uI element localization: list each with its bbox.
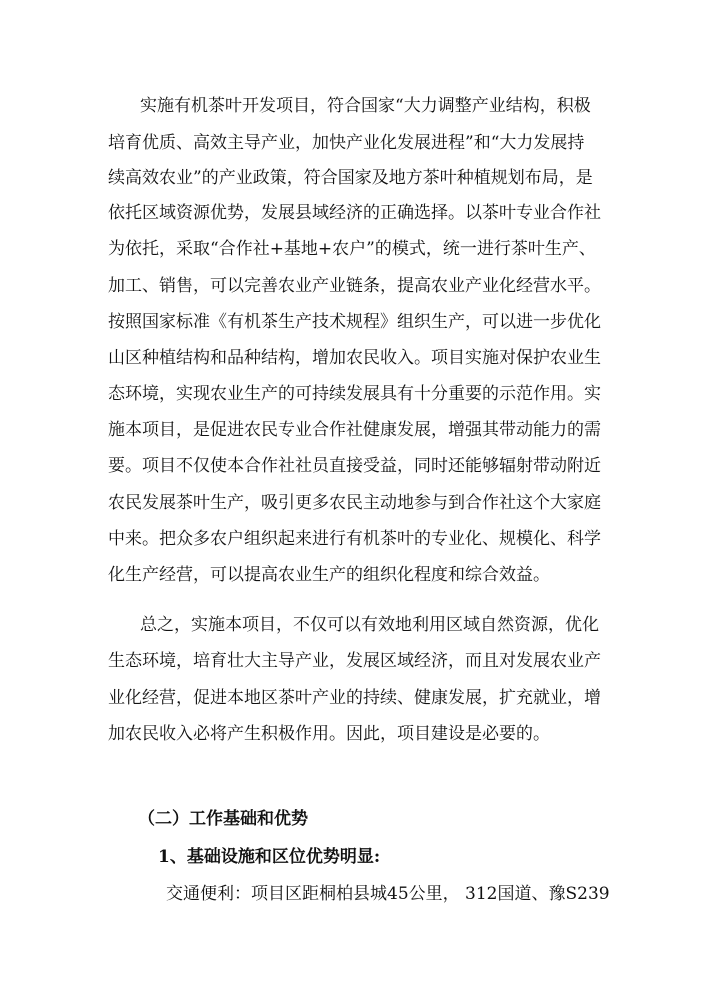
paragraph-1-line-13: 中来。把众多农户组织起来进行有机茶叶的专业化、规模化、科学: [108, 529, 601, 549]
paragraph-1-line-1: 实施有机茶叶开发项目，符合国家“大力调整产业结构，积极: [140, 96, 591, 116]
paragraph-2-line-1: 总之，实施本项目，不仅可以有效地利用区域自然资源，优化: [140, 615, 599, 635]
paragraph-1-line-9: 态环境，实现农业生产的可持续发展具有十分重要的示范作用。实: [108, 384, 601, 404]
section-heading: （二）工作基础和优势: [138, 809, 308, 829]
paragraph-2-line-2: 生态环境，培育壮大主导产业，发展区域经济，而且对发展农业产: [108, 651, 601, 671]
subsection-heading: 1、基础设施和区位优势明显:: [158, 847, 381, 867]
paragraph-1-line-3: 续高效农业”的产业政策，符合国家及地方茶叶种植规划布局，是: [108, 168, 593, 188]
paragraph-1-line-4: 依托区域资源优势，发展县域经济的正确选择。以茶叶专业合作社: [108, 203, 601, 223]
paragraph-1-line-2: 培育优质、高效主导产业，加快产业化发展进程”和“大力发展持: [108, 133, 585, 153]
paragraph-1-line-11: 要。项目不仅使本合作社社员直接受益，同时还能够辐射带动附近: [108, 456, 601, 476]
paragraph-2-line-3: 业化经营，促进本地区茶叶产业的持续、健康发展，扩充就业，增: [108, 688, 601, 708]
paragraph-1-line-10: 施本项目，是促进农民专业合作社健康发展，增强其带动能力的需: [108, 420, 601, 440]
paragraph-1-line-5: 为依托，采取“合作社+基地+农户”的模式，统一进行茶叶生产、: [108, 239, 596, 259]
paragraph-1-line-14: 化生产经营，可以提高农业生产的组织化程度和综合效益。: [108, 565, 550, 585]
transport-line: 交通便利：项目区距桐柏县城45公里， 312国道、豫S239: [166, 884, 610, 904]
paragraph-2-line-4: 加农民收入必将产生积极作用。因此，项目建设是必要的。: [108, 724, 550, 744]
paragraph-1-line-7: 按照国家标准《有机茶生产技术规程》组织生产，可以进一步优化: [108, 312, 601, 332]
paragraph-1-line-8: 山区种植结构和品种结构，增加农民收入。项目实施对保护农业生: [108, 348, 601, 368]
paragraph-1-line-12: 农民发展茶叶生产，吸引更多农民主动地参与到合作社这个大家庭: [108, 493, 601, 513]
paragraph-1-line-6: 加工、销售，可以完善农业产业链条，提高农业产业化经营水平。: [108, 276, 601, 296]
